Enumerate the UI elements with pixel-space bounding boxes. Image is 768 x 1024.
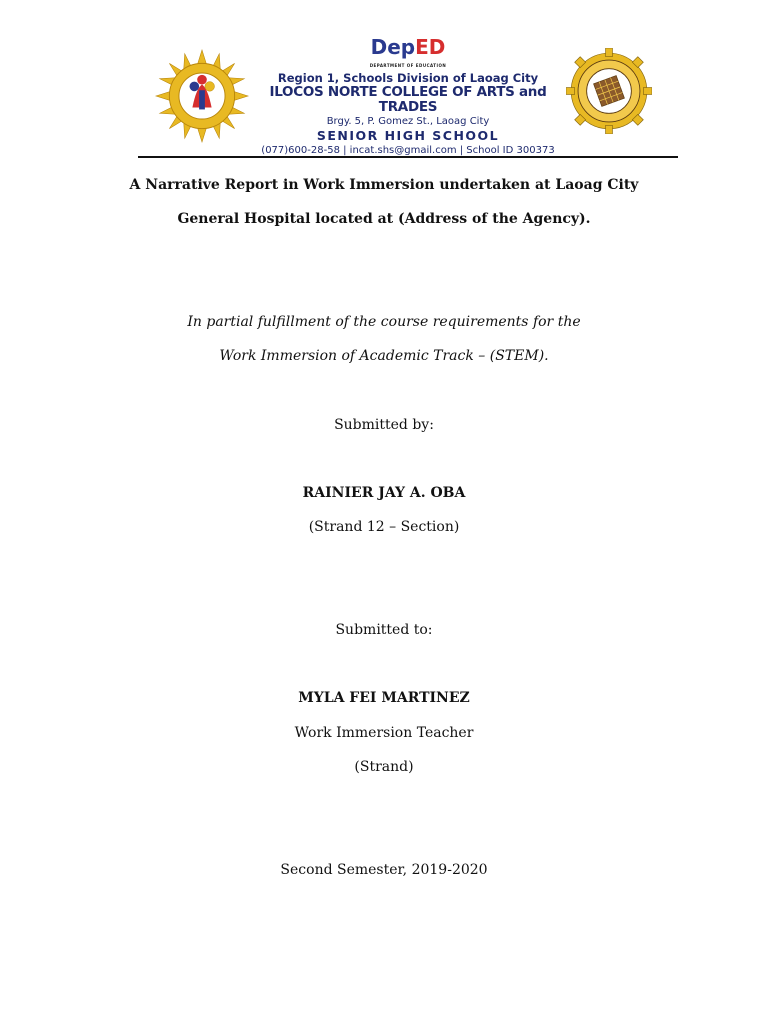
college-name: ILOCOS NORTE COLLEGE OF ARTS and TRADES — [269, 84, 547, 115]
city-seal-icon — [154, 48, 250, 144]
purpose-line-1: In partial fulfillment of the course requirements for the — [187, 314, 581, 330]
senior-high-school-label: SENIOR HIGH SCHOOL — [316, 128, 500, 143]
header-divider — [138, 156, 678, 158]
region-line: Region 1, Schools Division of Laoag City — [277, 71, 539, 85]
contact-line: (077)600-28-58 | incat.shs@gmail.com | School ID 300373 — [261, 145, 555, 156]
semester: Second Semester, 2019-2020 — [280, 862, 488, 878]
report-title-line-1: A Narrative Report in Work Immersion undertaken at Laoag City — [129, 177, 639, 193]
teacher-strand: (Strand) — [354, 759, 414, 775]
teacher-role: Work Immersion Teacher — [294, 725, 474, 741]
student-strand: (Strand 12 – Section) — [308, 519, 460, 535]
deped-logo: DepED DEPARTMENT OF EDUCATION — [370, 36, 447, 60]
deped-subtitle: DEPARTMENT OF EDUCATION — [369, 63, 447, 68]
submitted-to-label: Submitted to: — [335, 622, 433, 638]
submitted-by-label: Submitted by: — [334, 417, 434, 433]
college-seal-icon — [566, 48, 652, 134]
purpose-line-2: Work Immersion of Academic Track – (STEM). — [219, 348, 549, 364]
teacher-name: MYLA FEI MARTINEZ — [298, 690, 470, 706]
letterhead-text — [250, 36, 566, 158]
school-address: Brgy. 5, P. Gomez St., Laoag City — [326, 116, 490, 127]
student-name: RAINIER JAY A. OBA — [302, 485, 466, 501]
report-title-line-2: General Hospital located at (Address of the Agency). — [177, 211, 591, 227]
letterhead — [0, 30, 768, 156]
